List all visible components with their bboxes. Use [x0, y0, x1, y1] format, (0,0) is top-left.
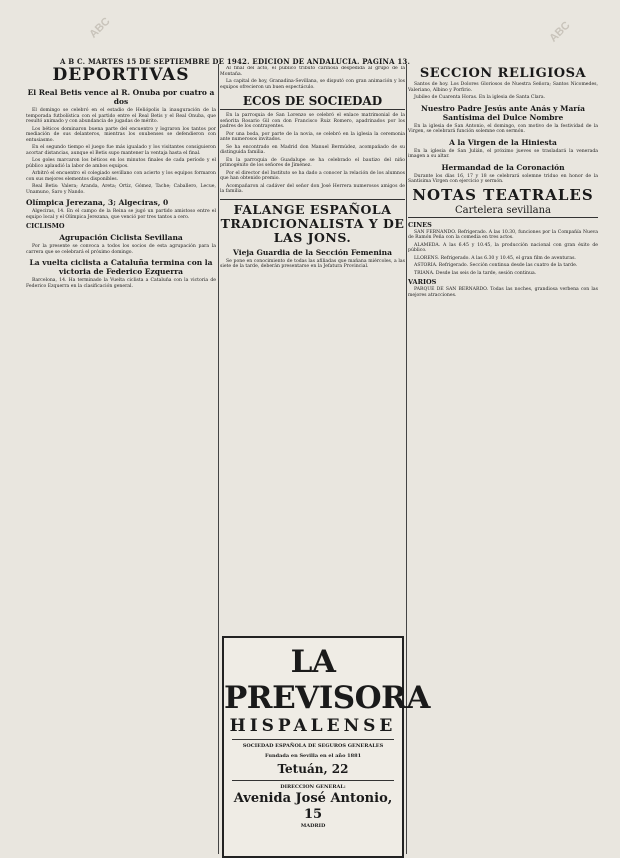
ad-title: LA PREVISORA — [224, 644, 430, 716]
headline-betis: El Real Betis vence al R. Onuba por cuatro a dos — [27, 88, 215, 106]
article-paragraph: Por una boda, por parte de la novia, se celebró en la iglesia la ceremonia ante numerosos invitados. — [220, 131, 405, 142]
article-paragraph: La capital de hoy, Granadina-Sevillana, se disputó con gran animación y los equipos ofrecieron un buen espectáculo. — [220, 79, 405, 90]
section-title-religiosa: SECCION RELIGIOSA — [419, 66, 587, 81]
column-sports — [26, 66, 216, 854]
headline-virgen-hiniesta: A la Virgen de la Hiniesta — [449, 137, 557, 147]
article-paragraph: Arbitró el encuentro el colegiado sevillano con acierto y los equipos formaron con sus mejores elementos disponibles. — [26, 171, 216, 182]
article-paragraph: Por la presente se convoca a todos los socios de esta agrupación para la carrera que se celebrará el próximo domingo. — [26, 244, 216, 255]
ad-city: MADRID — [300, 823, 326, 829]
listing-paragraph: ALAMEDA. A las 6.45 y 10.45, la producción nacional con gran éxito de público. — [408, 242, 598, 253]
column-religion-theatre — [408, 66, 598, 854]
watermark-stamp: ABC — [547, 19, 573, 45]
advertisement-la-previsora — [222, 636, 430, 858]
article-paragraph: Jubileo de Cuarenta Horas. En la iglesia de Santa Clara. — [414, 95, 546, 100]
article-paragraph: Barcelona, 14. Ha terminado la Vuelta ciclista a Cataluña con la victoria de Federico Ezquerra en la clasificación general. — [26, 278, 216, 289]
article-paragraph: En la parroquia de Guadalupe se ha celebrado el bautizo del niño primogénito de los señores de Jiménez. — [220, 157, 405, 168]
listing-paragraph: TRIANA. Desde las seis de la tarde, sesión continua. — [414, 270, 537, 276]
ad-direction-address: Avenida José Antonio, 15 — [233, 791, 393, 822]
article-paragraph: Algeciras, 14. En el campo de la Reina se jugó un partido amistoso entre el equipo local y el Olímpica Jerezana, que venció por tres tantos a cero. — [26, 209, 216, 220]
ad-direction-label: DIRECCION GENERAL: — [280, 784, 346, 790]
label-ciclismo: CICLISMO — [26, 222, 65, 230]
label-cines: CINES — [408, 220, 432, 229]
section-title-deportivas: DEPORTIVAS — [52, 66, 190, 85]
article-paragraph: En la iglesia de San Antonio, el domingo, con motivo de la festividad de la Virgen, se celebrará función solemne con sermón. — [408, 123, 598, 134]
article-paragraph: Santos de hoy. Los Dolores Gloriosos de Nuestra Señora; Santos Nicomedes, Valeriano, Albino y Porfirio. — [408, 82, 598, 93]
column-society — [220, 66, 405, 632]
article-paragraph: En el segundo tiempo el juego fue más igualado y los visitantes consiguieron acortar distancias, aunque el Betis supo mantener la ventaja hasta el final. — [26, 145, 216, 156]
listing-paragraph: PARQUE DE SAN BERNARDO. Todas las noches, grandiosa verbena con las mejores atracciones. — [408, 287, 598, 298]
ad-founded: Fundada en Sevilla en el año 1881 — [264, 753, 362, 759]
article-paragraph: Los béticos dominaron buena parte del encuentro y lograron los tantos por mediación de sus delanteros, mientras los onubenses se defendieron con entusiasmo. — [26, 126, 216, 143]
label-varios: VARIOS — [408, 278, 437, 286]
listing-paragraph: SAN FERNANDO. Refrigerado. A las 10.30, funciones por la Compañía Nueva de Ramón Peña con la comedia en tres actos. — [408, 229, 598, 240]
headline-coronacion: Hermandad de la Coronación — [441, 162, 565, 172]
ad-address: Tetuán, 22 — [277, 762, 349, 776]
article-paragraph: Real Betis: Valera; Aranda, Areta; Ortiz, Gómez, Tache; Caballero, Lecue, Unamuno, Saro y Nando. — [26, 184, 216, 195]
article-paragraph: Los goles marcaron los béticos en los minutos finales de cada período y el público aplaudió la labor de ambos equipos. — [26, 158, 216, 169]
section-title-ecos: ECOS DE SOCIEDAD — [220, 94, 405, 110]
listing-paragraph: LLORENS. Refrigerado. A las 6.30 y 10.45, el gran film de aventuras. — [414, 255, 576, 261]
article-paragraph: En la parroquia de San Lorenzo se celebró el enlace matrimonial de la señorita Rosario Gil con don Francisco Ruiz Romero, apadrinados por los padres de los contrayentes. — [220, 113, 405, 129]
article-paragraph: En la iglesia de San Julián, el próximo jueves se trasladará la venerada imagen a su altar. — [408, 148, 598, 159]
running-head: A B C. MARTES 15 DE SEPTIEMBRE DE 1942. EDICION DE ANDALUCIA. PAGINA 13. — [60, 57, 411, 66]
headline-jesus-ante-anas: Nuestro Padre Jesús ante Anás y María Santísima del Dulce Nombre — [421, 103, 585, 122]
headline-agrupacion: Agrupación Ciclista Sevillana — [59, 233, 183, 242]
article-paragraph: Al final del acto, el público tributó cariñosa despedida al grupo de la Montaña. — [220, 66, 405, 77]
ad-divider — [232, 739, 394, 740]
section-title-falange: FALANGE ESPAÑOLA TRADICIONALISTA Y DE LAS JONS. — [220, 199, 405, 245]
headline-vuelta-cataluna: La vuelta ciclista a Cataluña termina con la victoria de Federico Ezquerra — [29, 258, 213, 276]
listing-paragraph: ASTORIA. Refrigerado. Sección continua desde las cuatro de la tarde. — [414, 263, 578, 268]
section-title-notas-teatrales: NOTAS TEATRALES — [412, 185, 594, 204]
article-paragraph: Acompañaron al cadáver del señor don José Herrera numerosos amigos de la familia. — [220, 183, 405, 194]
watermark-stamp: ABC — [87, 15, 113, 41]
headline-vieja-guardia: Vieja Guardia de la Sección Femenina — [233, 247, 392, 257]
ad-company-type: SOCIEDAD ESPAÑOLA DE SEGUROS GENERALES — [242, 743, 384, 749]
column-rule — [218, 64, 219, 854]
headline-olimpica: Olímpica Jerezana, 3; Algeciras, 0 — [26, 198, 169, 207]
ad-subtitle: HISPALENSE — [229, 716, 397, 736]
article-paragraph: Se pone en conocimiento de todas las afiliadas que mañana miércoles, a las siete de la tarde, deberán presentarse en la Jefatura Provincial. — [220, 258, 405, 269]
article-paragraph: El domingo se celebró en el estadio de Heliópolis la inauguración de la temporada futbolística con el partido entre el Real Betis y el Real Onuba, que resultó animado y con abundancia de jugadas de mérito. — [26, 108, 216, 124]
column-rule — [406, 64, 407, 854]
article-paragraph: Se ha encontrado en Madrid don Manuel Bermúdez, acompañado de su distinguida familia. — [220, 144, 405, 155]
subsection-cartelera: Cartelera sevillana — [408, 204, 598, 218]
article-paragraph: Durante los días 16, 17 y 18 se celebrará solemne triduo en honor de la Santísima Virgen con ejercicio y sermón. — [408, 173, 598, 184]
ad-divider — [232, 780, 394, 781]
article-paragraph: Por el director del Instituto se ha dado a conocer la relación de los alumnos que han obtenido premio. — [220, 170, 405, 181]
